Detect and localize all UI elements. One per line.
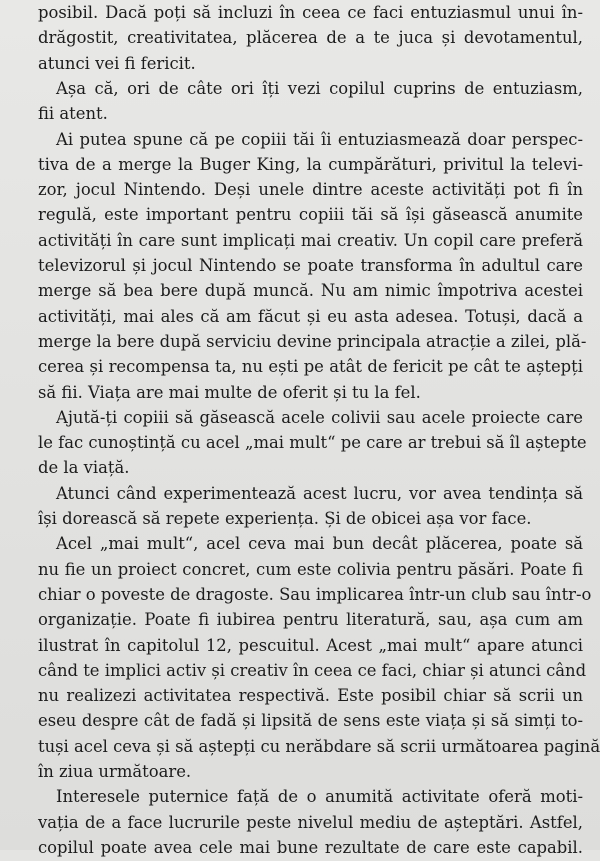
text-line: își dorească să repete experiența. Și de obicei așa vor face. <box>38 509 532 528</box>
text-line: Acel „mai mult“, acel ceva mai bun decât plăcerea, poate să <box>56 534 583 554</box>
text-line: merge să bea bere după muncă. Nu am nimic împotriva acestei <box>38 281 583 301</box>
text-line: când te implici activ și creativ în ceea ce faci, chiar și atunci când <box>38 660 587 680</box>
text-line: vația de a face lucrurile peste nivelul mediu de așteptări. Astfel, <box>38 812 583 832</box>
text-line: nu fie un proiect concret, cum este colivia pentru păsări. Poate fi <box>38 559 583 579</box>
text-line: le fac cunoștință cu acel „mai mult“ pe care ar trebui să îl aștepte <box>38 433 587 453</box>
text-line: nu realizezi activitatea respectivă. Este posibil chiar să scrii un <box>38 686 583 706</box>
text-line: fii atent. <box>38 104 108 124</box>
text-line: ilustrat în capitolul 12, pescuitul. Acest „mai mult“ apare atunci <box>38 635 583 655</box>
text-line: drăgostit, creativitatea, plăcerea de a te juca și devotamentul, <box>38 28 583 48</box>
text-line: activități în care sunt implicați mai creativ. Un copil care preferă <box>38 230 583 250</box>
text-line: de la viață. <box>38 458 130 478</box>
text-line: tuși acel ceva și să aștepți cu nerăbdare să scrii următoarea pagină <box>38 736 600 756</box>
text-line: eseu despre cât de fadă și lipsită de sens este viața și să simți to- <box>38 711 583 731</box>
text-line: activități, mai ales că am făcut și eu asta adesea. Totuși, dacă a <box>38 306 583 326</box>
text-line: chiar o poveste de dragoste. Sau implicarea într-un club sau într-o <box>38 584 592 604</box>
text-line: televizorul și jocul Nintendo se poate transforma în adultul care <box>38 256 583 275</box>
text-line: în ziua următoare. <box>38 762 192 781</box>
text-line: Așa că, ori de câte ori îți vezi copilul cuprins de entuziasm, <box>56 78 583 98</box>
text-line: Ajută-ți copiii să găsească acele colivii sau acele proiecte care <box>56 407 583 427</box>
text-line: Interesele puternice față de o anumită activitate oferă moti- <box>56 787 583 807</box>
text-line: să fii. Viața are mai multe de oferit și tu la fel. <box>38 382 421 402</box>
text-line: tiva de a merge la Buger King, la cumpărături, privitul la televi- <box>38 154 583 174</box>
text-line: zor, jocul Nintendo. Deși unele dintre aceste activități pot fi în <box>38 180 583 200</box>
text-line: Atunci când experimentează acest lucru, vor avea tendința să <box>56 483 583 503</box>
text-line: atunci vei fi fericit. <box>38 53 196 73</box>
text-line: copilul poate avea cele mai bune rezultate de care este capabil. <box>38 837 583 857</box>
text-line: posibil. Dacă poți să incluzi în ceea ce faci entuziasmul unui în- <box>38 3 583 22</box>
text-line: merge la bere după serviciu devine principala atracție a zilei, plă- <box>38 331 587 351</box>
text-line: organizație. Poate fi iubirea pentru literatură, sau, așa cum am <box>38 610 583 630</box>
text-line: regulă, este important pentru copiii tăi să își găsească anumite <box>38 205 583 225</box>
text-line: Ai putea spune că pe copiii tăi îi entuziasmează doar perspec- <box>56 129 583 149</box>
text-line: cerea și recompensa ta, nu ești pe atât de fericit pe cât te aștepți <box>38 357 583 377</box>
